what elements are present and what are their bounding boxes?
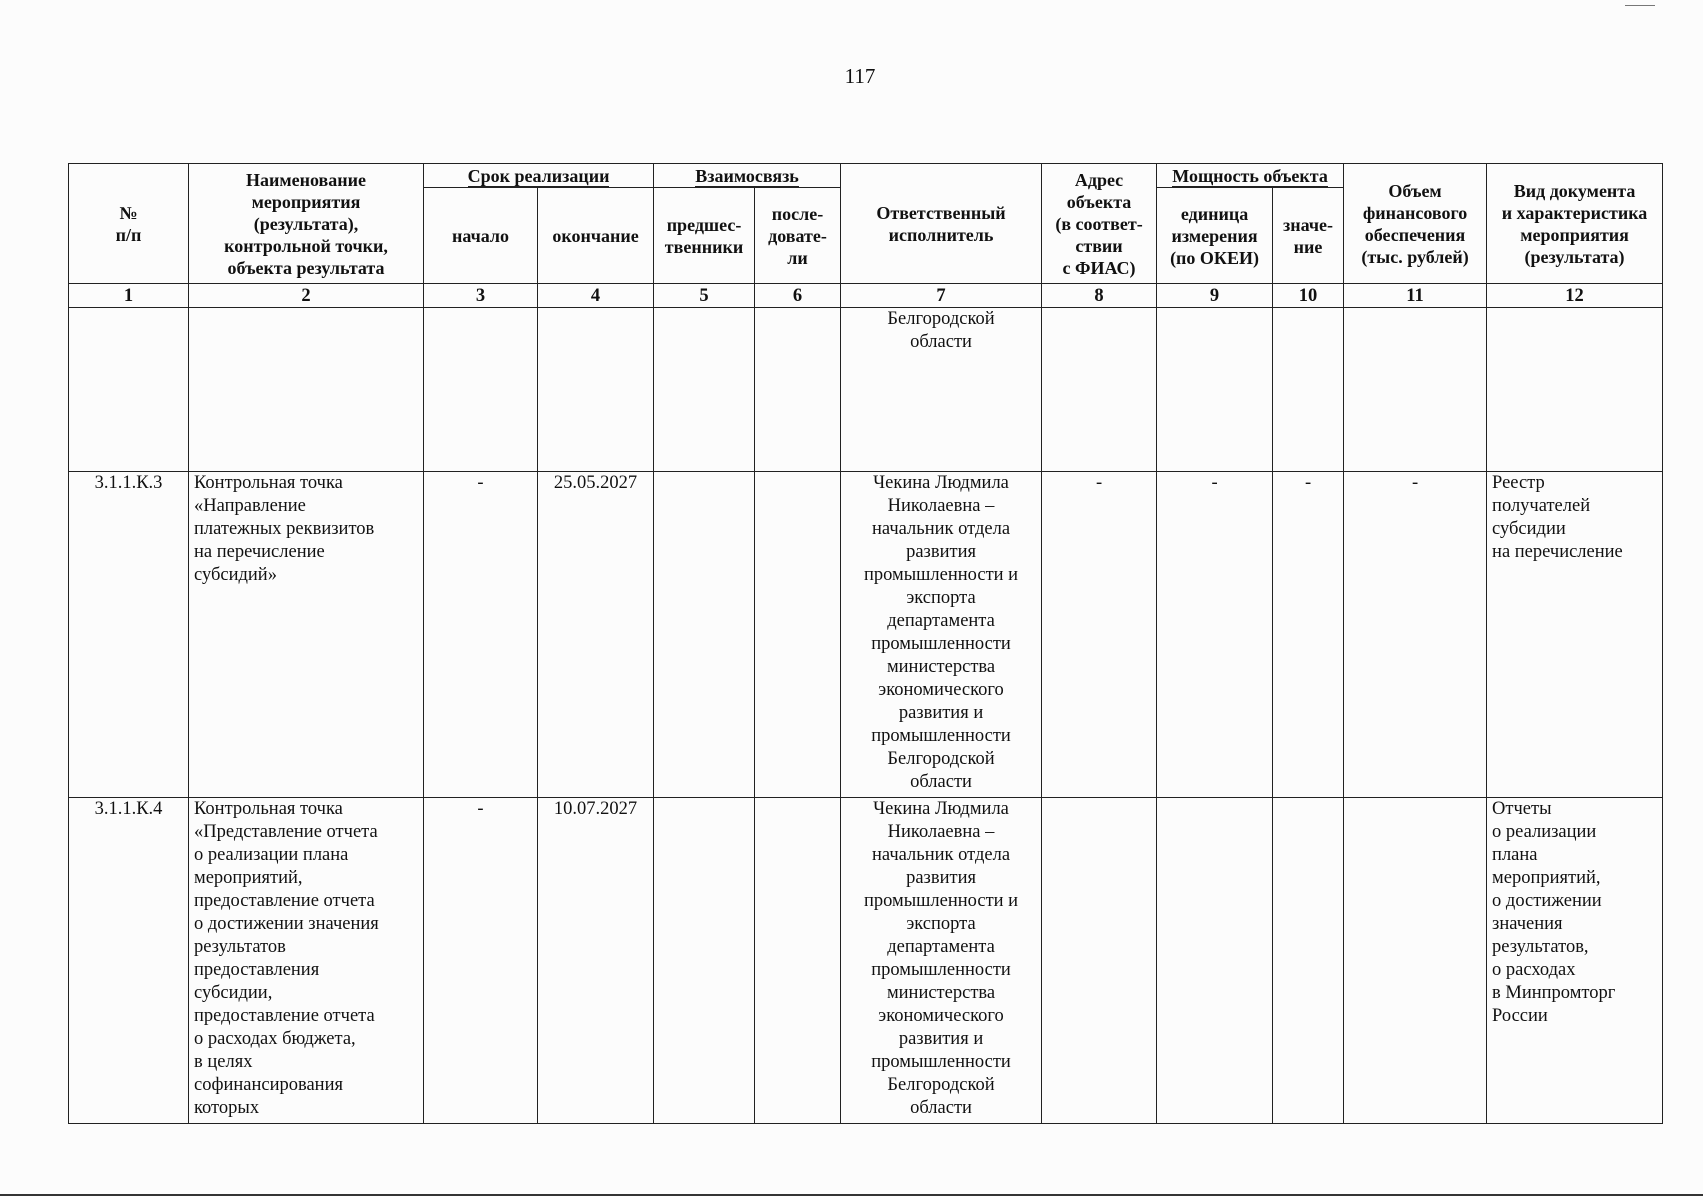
cell-address: - xyxy=(1042,472,1157,798)
cell-unit xyxy=(1157,798,1273,1124)
top-rule xyxy=(1625,5,1655,6)
column-numbers-row xyxy=(69,284,1663,308)
cell-doc: Реестр получателей субсидии на перечисление xyxy=(1487,472,1663,798)
column-number: 5 xyxy=(654,284,755,308)
column-number: 4 xyxy=(538,284,654,308)
column-number: 6 xyxy=(755,284,841,308)
header-address: Адрес объекта (в соответ- ствии с ФИАС) xyxy=(1042,164,1157,284)
cell-num: 3.1.1.К.4 xyxy=(69,798,189,1124)
header-period: Срок реализации xyxy=(424,164,654,188)
bottom-rule xyxy=(0,1194,1703,1196)
page-number: 117 xyxy=(844,64,876,88)
cell-unit: - xyxy=(1157,472,1273,798)
cell-end xyxy=(538,308,654,472)
plan-table xyxy=(68,163,1663,1124)
cell-value xyxy=(1273,308,1344,472)
header-name: Наименование мероприятия (результата), контрольной точки, объекта результата xyxy=(189,164,424,284)
column-number: 1 xyxy=(69,284,189,308)
cell-responsible: Чекина Людмила Николаевна – начальник отдела развития промышленности и экспорта департамента промышленности министерства экономического развития и промышленности Белгородской области xyxy=(841,798,1042,1124)
header-num: № п/п xyxy=(69,164,189,284)
header-unit: единица измерения (по ОКЕИ) xyxy=(1157,188,1273,284)
table-row xyxy=(69,472,1663,798)
cell-responsible: Чекина Людмила Николаевна – начальник отдела развития промышленности и экспорта департамента промышленности министерства экономического развития и промышленности Белгородской области xyxy=(841,472,1042,798)
cell-value xyxy=(1273,798,1344,1124)
column-number: 3 xyxy=(424,284,538,308)
cell-funding xyxy=(1344,308,1487,472)
cell-doc xyxy=(1487,308,1663,472)
cell-address xyxy=(1042,798,1157,1124)
header-end: окончание xyxy=(538,188,654,284)
cell-name: Контрольная точка «Представление отчета о реализации плана мероприятий, предоставление отчета о достижении значения результатов предоставления субсидии, предоставление отчета о расходах бюджета, в целях софинансирования которых xyxy=(189,798,424,1124)
column-number: 7 xyxy=(841,284,1042,308)
header-capacity: Мощность объекта xyxy=(1157,164,1344,188)
header-link: Взаимосвязь xyxy=(654,164,841,188)
cell-successors xyxy=(755,798,841,1124)
cell-predecessors xyxy=(654,472,755,798)
cell-end: 10.07.2027 xyxy=(538,798,654,1124)
cell-successors xyxy=(755,308,841,472)
cell-funding: - xyxy=(1344,472,1487,798)
header-responsible: Ответственный исполнитель xyxy=(841,164,1042,284)
header-predecessors: предшес- твенники xyxy=(654,188,755,284)
table-row xyxy=(69,308,1663,472)
cell-start xyxy=(424,308,538,472)
column-number: 12 xyxy=(1487,284,1663,308)
header-doc: Вид документа и характеристика мероприятия (результата) xyxy=(1487,164,1663,284)
column-number: 11 xyxy=(1344,284,1487,308)
cell-name xyxy=(189,308,424,472)
cell-predecessors xyxy=(654,798,755,1124)
header-value: значе- ние xyxy=(1273,188,1344,284)
cell-doc: Отчеты о реализации плана мероприятий, о достижении значения результатов, о расходах в Минпромторг России xyxy=(1487,798,1663,1124)
column-number: 8 xyxy=(1042,284,1157,308)
header-funding: Объем финансового обеспечения (тыс. рублей) xyxy=(1344,164,1487,284)
header-start: начало xyxy=(424,188,538,284)
cell-end: 25.05.2027 xyxy=(538,472,654,798)
cell-value: - xyxy=(1273,472,1344,798)
column-number: 10 xyxy=(1273,284,1344,308)
cell-unit xyxy=(1157,308,1273,472)
cell-start: - xyxy=(424,472,538,798)
cell-num xyxy=(69,308,189,472)
table-row xyxy=(69,798,1663,1124)
cell-start: - xyxy=(424,798,538,1124)
cell-address xyxy=(1042,308,1157,472)
cell-responsible: Белгородской области xyxy=(841,308,1042,472)
column-number: 9 xyxy=(1157,284,1273,308)
cell-funding xyxy=(1344,798,1487,1124)
header-successors: после- довате- ли xyxy=(755,188,841,284)
cell-name: Контрольная точка «Направление платежных реквизитов на перечисление субсидий» xyxy=(189,472,424,798)
cell-num: 3.1.1.К.3 xyxy=(69,472,189,798)
cell-successors xyxy=(755,472,841,798)
cell-predecessors xyxy=(654,308,755,472)
column-number: 2 xyxy=(189,284,424,308)
